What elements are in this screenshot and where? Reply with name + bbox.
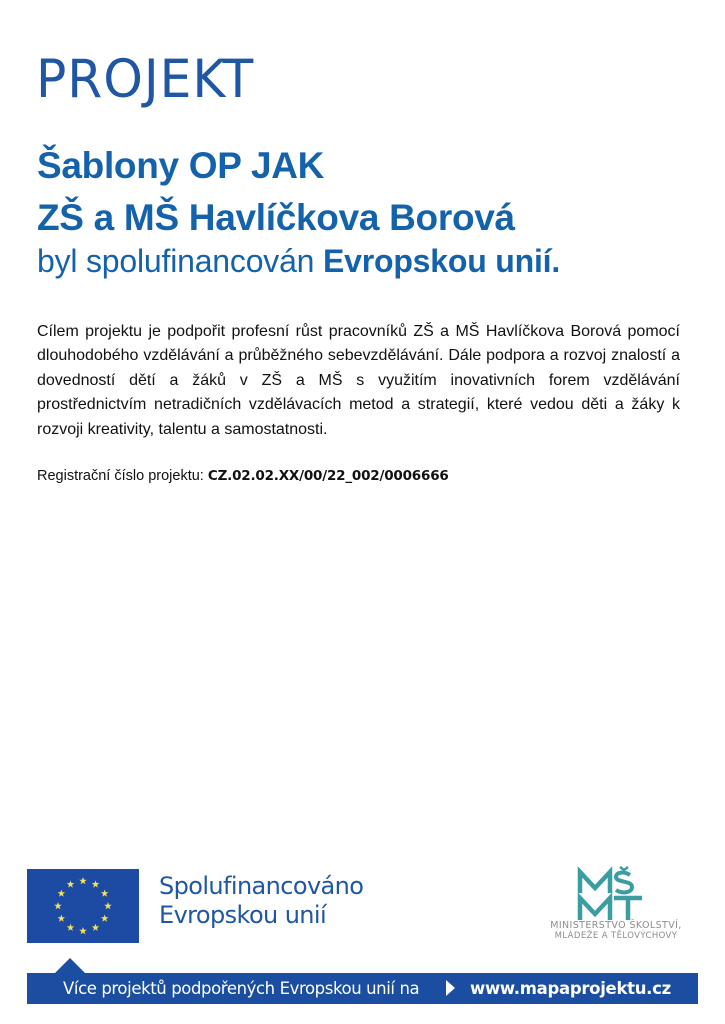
- eu-text-line2: Evropskou unií: [159, 901, 327, 929]
- footer-text: Více projektů podpořených Evropskou unií na: [63, 979, 420, 998]
- funding-statement: [37, 242, 560, 280]
- msmt-logo-icon: [574, 866, 646, 922]
- ministry-name: [530, 920, 702, 942]
- eu-cofinanced-text: [159, 872, 363, 930]
- project-description: Cílem projektu je podpořit profesní růst pracovníků ZŠ a MŠ Havlíčkova Borová pomocí dlouhodobého vzdělávání a průběžného sebevzdělávání. Dále podpora a rozvoj znalostí a dovedností dětí a žáků v ZŠ a MŠ s využitím inovativních forem vzdělávání prostřednictvím netradičních vzdělávacích metod a strategií, které vedou děti a žáky k rozvoji kreativity, talentu a samostatnosti.: [37, 323, 680, 438]
- funding-statement-bold: Evropskou unií.: [322, 243, 561, 279]
- play-arrow-icon: [446, 980, 455, 996]
- project-title: Šablony OP JAK: [37, 145, 325, 186]
- ministry-name-line1: MINISTERSTVO ŠKOLSTVÍ,: [550, 920, 682, 931]
- footer-notch: [54, 958, 86, 974]
- eu-flag-icon: [27, 869, 139, 943]
- eu-text-line1: Spolufinancováno: [159, 872, 364, 900]
- funding-statement-regular: byl spolufinancován: [37, 243, 323, 279]
- footer-url-link[interactable]: www.mapaprojektu.cz: [470, 979, 671, 998]
- registration-number-line: [37, 466, 449, 486]
- registration-number: CZ.02.02.XX/00/22_002/0006666: [207, 468, 449, 484]
- school-name: ZŠ a MŠ Havlíčkova Borová: [37, 197, 515, 238]
- project-label: PROJEKT: [36, 49, 255, 110]
- ministry-name-line2: MLÁDEŽE A TĚLOVÝCHOVY: [554, 931, 678, 941]
- registration-label: Registrační číslo projektu:: [37, 468, 208, 484]
